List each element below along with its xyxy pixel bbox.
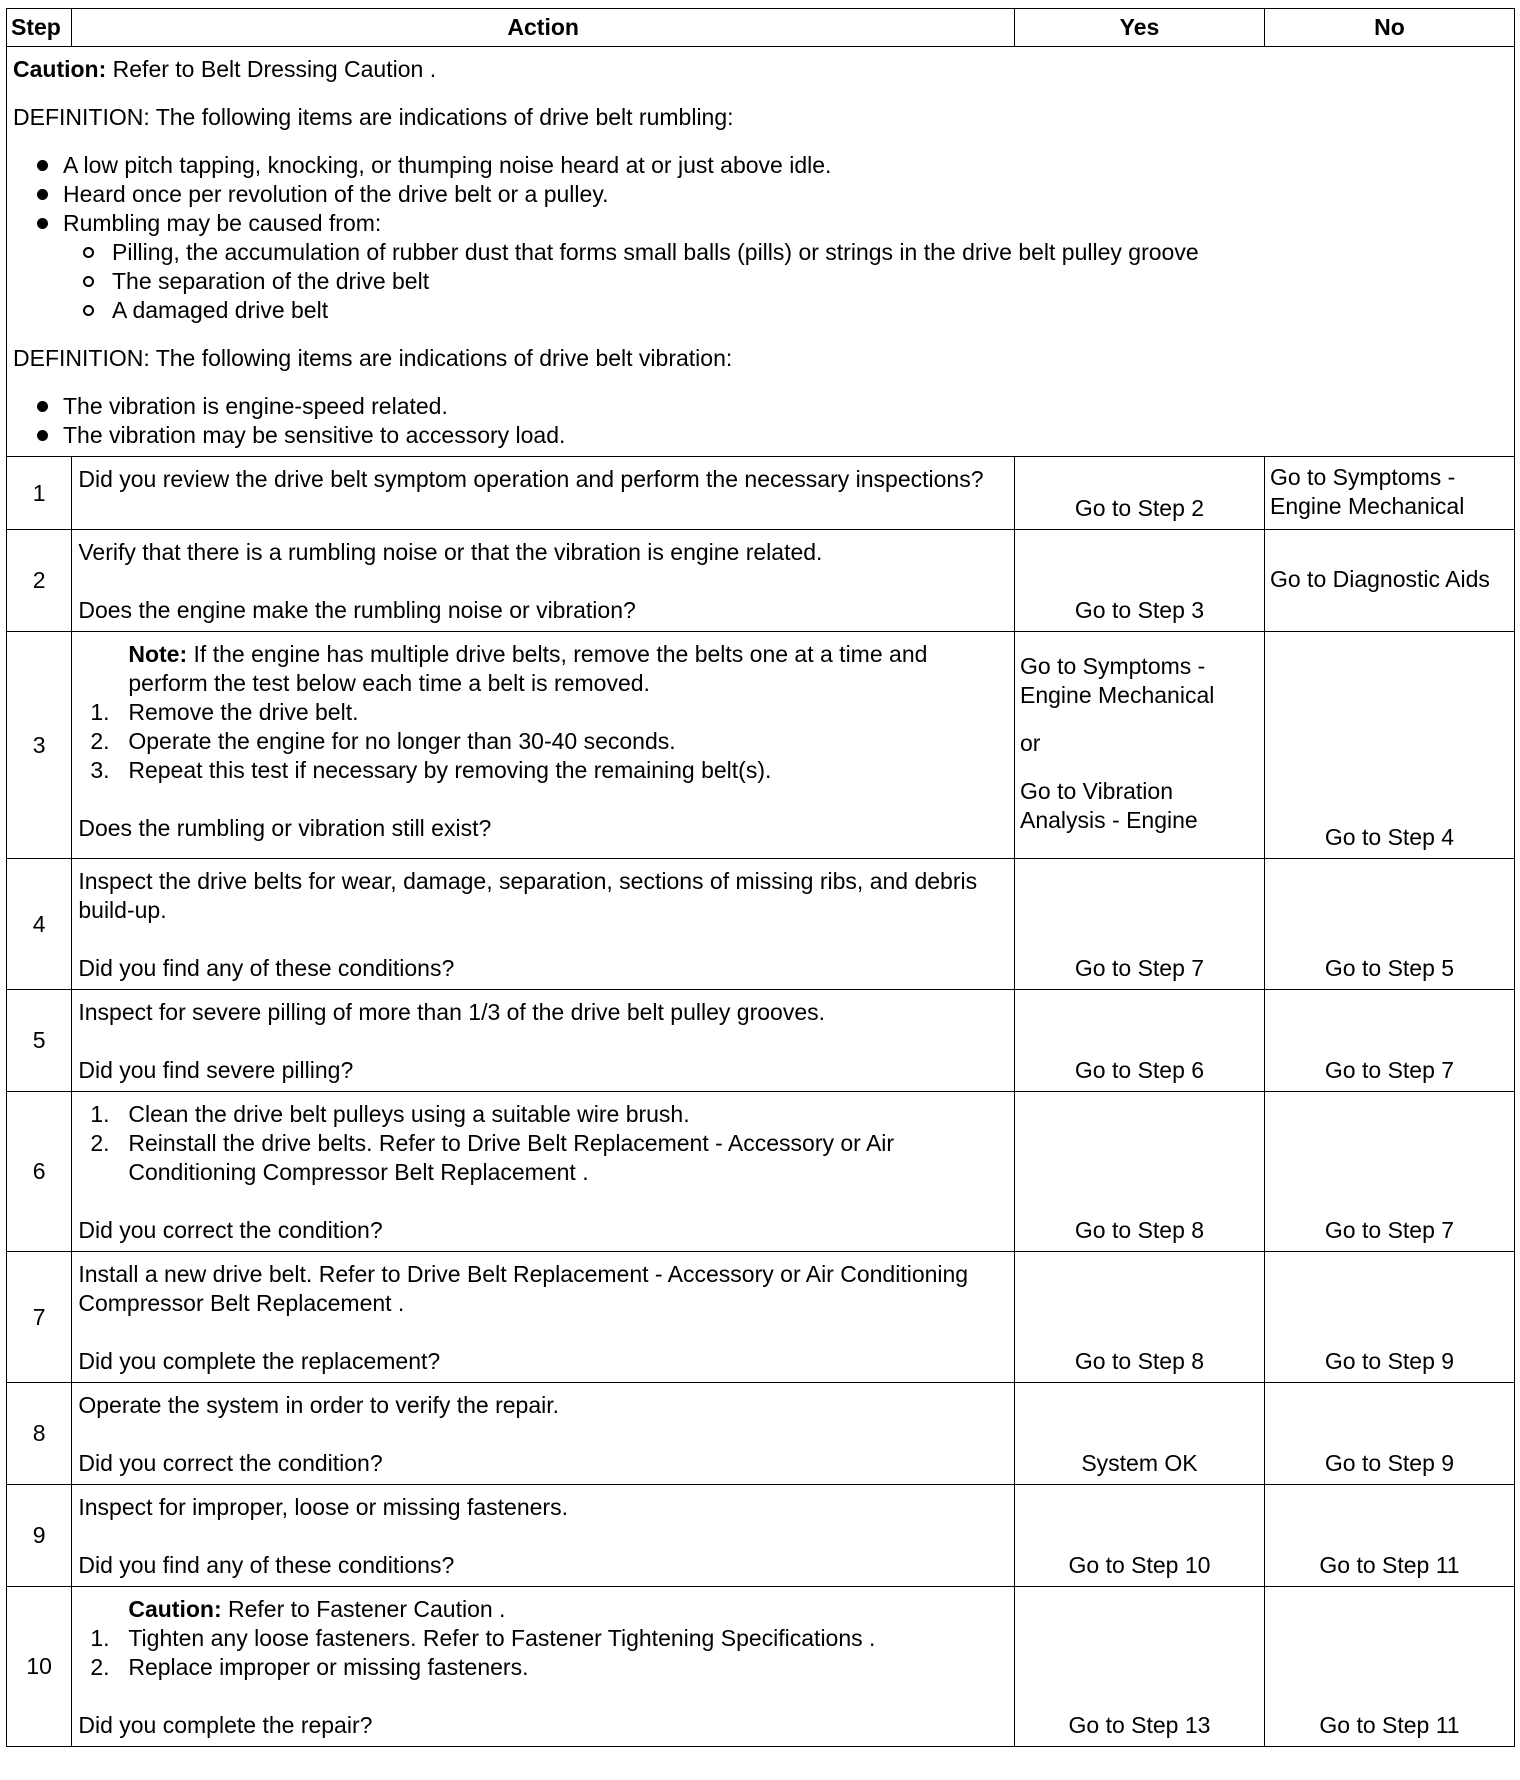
step-number: 4 [7,859,72,990]
vibration-list [13,392,1508,450]
step-no [1264,530,1514,632]
action-text: Inspect for improper, loose or missing fasteners. [78,1494,568,1520]
procedure-list [78,1624,1008,1682]
step-yes [1015,1485,1265,1587]
caution-label: Caution: [13,56,107,82]
procedure-list [78,1100,1008,1187]
step-no [1264,632,1514,859]
action-question: Did you complete the replacement? [78,1348,441,1374]
step-no [1264,1383,1514,1485]
no-result: Go to Step 7 [1324,1057,1455,1083]
step-no [1264,1092,1514,1252]
list-item [78,1624,1008,1653]
action-text: Inspect for severe pilling of more than 1/3 of the drive belt pulley grooves. [78,999,825,1025]
list-number: 1. [90,699,110,725]
caution-label: Caution: [128,1596,222,1622]
list-item: The vibration is engine-speed related. [13,392,1508,421]
action-text: Inspect the drive belts for wear, damage, separation, sections of missing ribs, and debris build-up. [78,868,978,923]
list-item-text: Tighten any loose fasteners. Refer to Fastener Tightening Specifications . [128,1625,876,1651]
step-yes [1015,457,1265,530]
action-text: Operate the system in order to verify the repair. [78,1392,560,1418]
step-action: Did you review the drive belt symptom operation and perform the necessary inspections? [72,457,1015,530]
step-yes [1015,530,1265,632]
table-row [7,1092,1515,1252]
no-result: Go to Step 7 [1324,1217,1455,1243]
step-no [1264,1587,1514,1747]
step-action [72,1485,1015,1587]
yes-or: or [1020,730,1041,756]
list-number: 1. [90,1101,110,1127]
no-result: Go to Diagnostic Aids [1269,566,1490,592]
step-number: 10 [7,1587,72,1747]
action-question: Did you find any of these conditions? [78,1552,455,1578]
table-row [7,1383,1515,1485]
no-result: Go to Step 11 [1319,1712,1460,1738]
definition-vibration: DEFINITION: The following items are indications of drive belt vibration: [13,345,733,371]
yes-result: Go to Symptoms - Engine Mechanical [1020,653,1215,708]
yes-result: System OK [1081,1450,1198,1476]
list-item-text: Remove the drive belt. [128,699,359,725]
list-item [78,698,1008,727]
step-action [72,1587,1015,1747]
list-item-text: Reinstall the drive belts. Refer to Drive Belt Replacement - Accessory or Air Conditioning Compressor Belt Replacement . [128,1130,895,1185]
step-yes [1015,990,1265,1092]
note-text: If the engine has multiple drive belts, remove the belts one at a time and perform the test below each time a belt is removed. [128,641,928,696]
action-text: Verify that there is a rumbling noise or that the vibration is engine related. [78,539,823,565]
table-row [7,530,1515,632]
note-label: Note: [128,641,188,667]
yes-result: Go to Step 3 [1074,597,1205,623]
procedure-list [78,698,1008,785]
yes-result: Go to Step 10 [1068,1552,1211,1578]
list-item-text: Operate the engine for no longer than 30-40 seconds. [128,728,676,754]
list-item: A damaged drive belt [63,296,1508,325]
action-question: Did you correct the condition? [78,1217,383,1243]
action-question: Does the rumbling or vibration still exist? [78,815,492,841]
step-action [72,990,1015,1092]
list-number: 2. [90,1654,110,1680]
step-no [1264,859,1514,990]
table-header-row [7,9,1515,47]
list-item [78,1100,1008,1129]
list-number: 2. [90,728,110,754]
list-item: A low pitch tapping, knocking, or thumping noise heard at or just above idle. [13,151,1508,180]
step-yes [1015,1092,1265,1252]
list-item: The vibration may be sensitive to accessory load. [13,421,1508,450]
yes-result: Go to Step 6 [1074,1057,1205,1083]
step-number: 3 [7,632,72,859]
intro-cell [7,47,1515,457]
diagnostic-table-document [6,8,1515,1747]
header-action: Action [72,9,1015,47]
header-no: No [1264,9,1514,47]
no-result: Go to Step 9 [1324,1348,1455,1374]
yes-result-alt: Go to Vibration Analysis - Engine [1020,778,1198,833]
intro-caution [13,55,1508,84]
step-number: 2 [7,530,72,632]
no-result: Go to Step 5 [1324,955,1455,981]
list-item: The separation of the drive belt [63,267,1508,296]
step-number: 9 [7,1485,72,1587]
yes-result: Go to Step 2 [1074,495,1205,521]
caution-text: Refer to Belt Dressing Caution . [106,56,437,82]
step-action [72,1092,1015,1252]
yes-result: Go to Step 8 [1074,1217,1205,1243]
list-item [78,727,1008,756]
step-no [1264,1252,1514,1383]
step-yes [1015,1587,1265,1747]
yes-result: Go to Step 7 [1074,955,1205,981]
list-item-text: Rumbling may be caused from: [63,210,382,236]
step-action [72,1383,1015,1485]
list-number: 2. [90,1130,110,1156]
caution-text: Refer to Fastener Caution . [221,1596,506,1622]
step-yes [1015,632,1265,859]
list-item [78,756,1008,785]
step-number: 6 [7,1092,72,1252]
rumbling-causes-list [63,238,1508,325]
table-row [7,1485,1515,1587]
list-item [13,209,1508,325]
step-yes [1015,1252,1265,1383]
list-item-text: Clean the drive belt pulleys using a suitable wire brush. [128,1101,690,1127]
definition-rumbling: DEFINITION: The following items are indications of drive belt rumbling: [13,104,734,130]
yes-result: Go to Step 8 [1074,1348,1205,1374]
diagnostic-table [6,8,1515,1747]
step-action [72,632,1015,859]
list-item: Heard once per revolution of the drive belt or a pulley. [13,180,1508,209]
header-yes: Yes [1015,9,1265,47]
no-result: Go to Step 4 [1324,824,1455,850]
action-question: Did you correct the condition? [78,1450,383,1476]
step-note [78,640,1008,698]
no-result: Go to Symptoms - Engine Mechanical [1269,464,1465,519]
no-result: Go to Step 9 [1324,1450,1455,1476]
step-number: 5 [7,990,72,1092]
step-action [72,530,1015,632]
list-item [78,1129,1008,1187]
list-item-text: Replace improper or missing fasteners. [128,1654,529,1680]
list-number: 1. [90,1625,110,1651]
action-question: Did you find severe pilling? [78,1057,354,1083]
step-yes [1015,1383,1265,1485]
table-row [7,990,1515,1092]
list-item-text: Repeat this test if necessary by removing the remaining belt(s). [128,757,772,783]
table-row [7,1252,1515,1383]
action-question: Does the engine make the rumbling noise or vibration? [78,597,636,623]
intro-row [7,47,1515,457]
step-caution [78,1595,1008,1624]
step-number: 1 [7,457,72,530]
step-number: 7 [7,1252,72,1383]
step-number: 8 [7,1383,72,1485]
step-no [1264,1485,1514,1587]
step-action [72,1252,1015,1383]
no-result: Go to Step 11 [1319,1552,1460,1578]
action-question: Did you complete the repair? [78,1712,373,1738]
rumbling-list [13,151,1508,325]
table-row [7,1587,1515,1747]
table-row [7,457,1515,530]
table-row [7,859,1515,990]
step-no [1264,457,1514,530]
header-step: Step [7,9,72,47]
table-row [7,632,1515,859]
list-number: 3. [90,757,110,783]
step-yes [1015,859,1265,990]
list-item [78,1653,1008,1682]
yes-result: Go to Step 13 [1068,1712,1211,1738]
action-text: Install a new drive belt. Refer to Drive Belt Replacement - Accessory or Air Conditioning Compressor Belt Replacement . [78,1261,969,1316]
step-action [72,859,1015,990]
action-question: Did you find any of these conditions? [78,955,455,981]
step-no [1264,990,1514,1092]
list-item: Pilling, the accumulation of rubber dust that forms small balls (pills) or strings in the drive belt pulley groove [63,238,1508,267]
